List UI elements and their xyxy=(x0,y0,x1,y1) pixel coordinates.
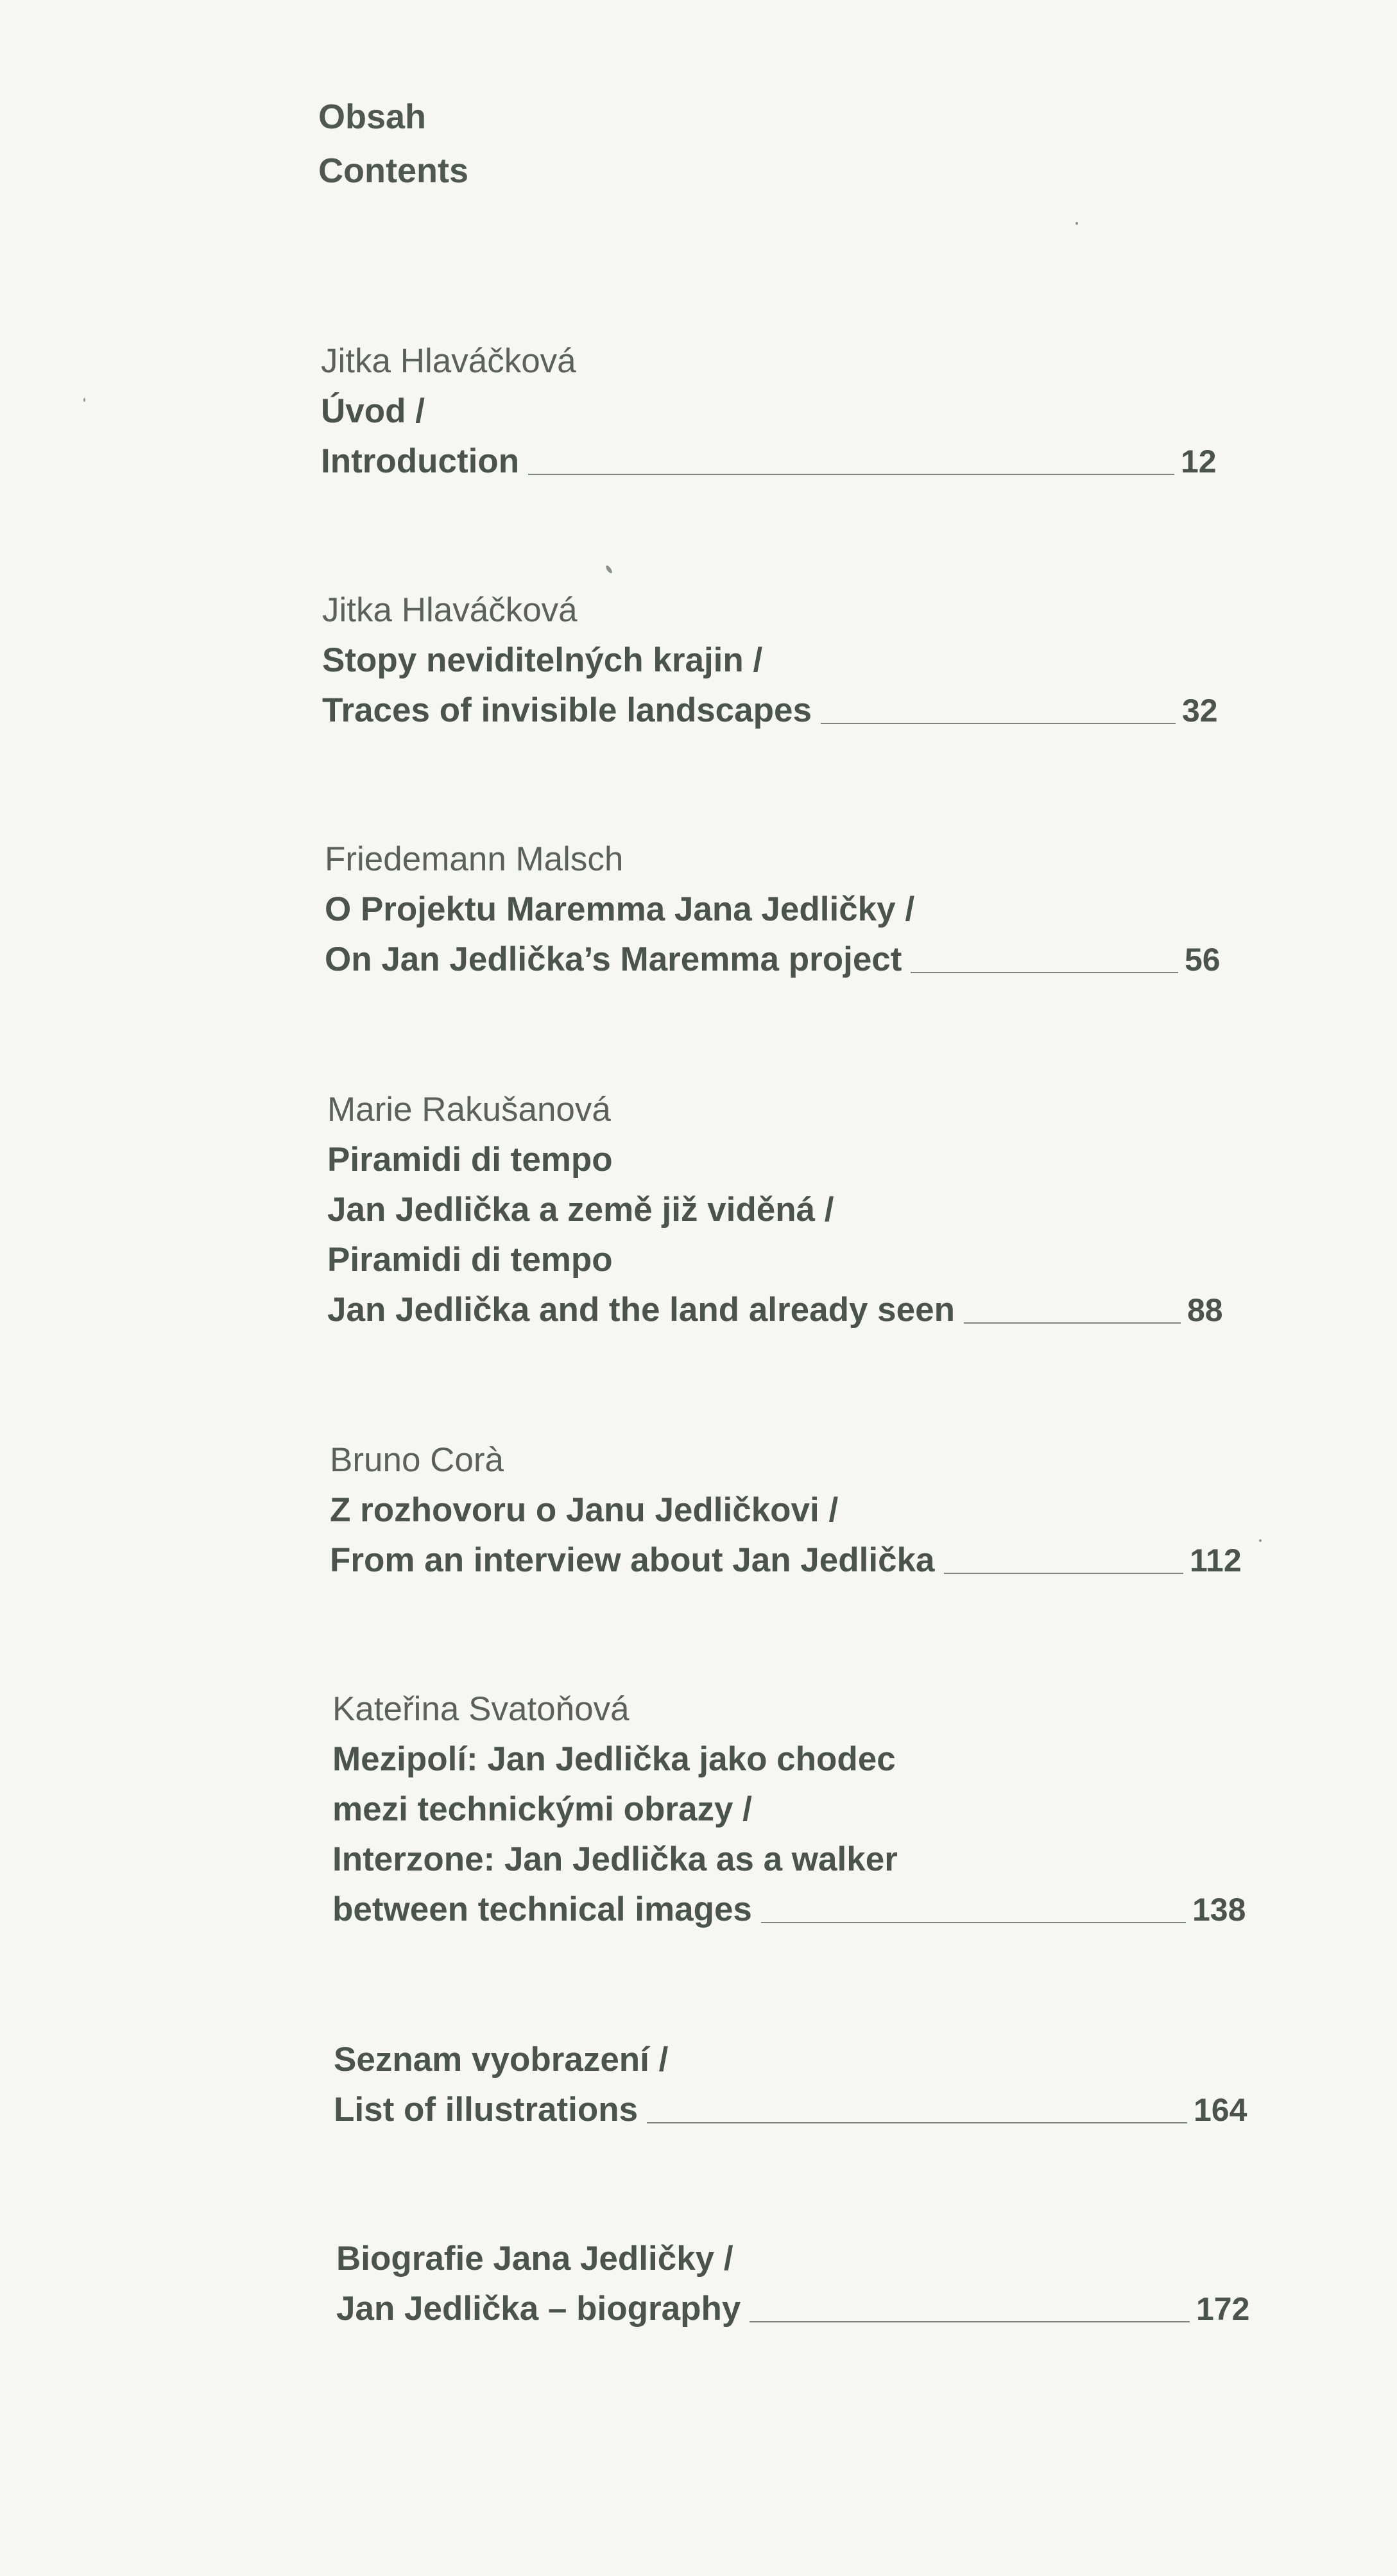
dotted-leader xyxy=(821,723,1176,724)
entry-author: Jitka Hlaváčková xyxy=(321,342,576,380)
entry-author: Friedemann Malsch xyxy=(325,840,624,878)
toc-entry-traces[interactable] xyxy=(322,585,1240,736)
entry-title-line: Interzone: Jan Jedlička as a walker xyxy=(332,1840,898,1878)
page-number: 164 xyxy=(1194,2092,1247,2128)
entry-title-english: On Jan Jedlička’s Maremma project xyxy=(325,940,902,978)
entry-title-line: Piramidi di tempo xyxy=(327,1141,613,1179)
entry-author: Jitka Hlaváčková xyxy=(322,591,578,629)
dotted-leader xyxy=(528,474,1174,475)
scan-speck xyxy=(83,398,85,402)
dotted-leader xyxy=(761,1922,1186,1923)
entry-title-czech: Seznam vyobrazení / xyxy=(334,2041,669,2079)
page-number: 56 xyxy=(1185,942,1221,978)
entry-author: Kateřina Svatoňová xyxy=(332,1690,630,1728)
dotted-leader xyxy=(911,972,1178,973)
entry-title-czech: Biografie Jana Jedličky / xyxy=(336,2240,733,2278)
scan-speck xyxy=(1076,222,1078,225)
heading-english: Contents xyxy=(318,151,468,190)
page-number: 32 xyxy=(1182,693,1218,729)
entry-title-english: List of illustrations xyxy=(334,2091,639,2129)
entry-title-line: Jan Jedlička a země již viděná / xyxy=(327,1191,834,1229)
entry-title-czech: Stopy neviditelných krajin / xyxy=(322,641,763,679)
dotted-leader xyxy=(964,1322,1181,1324)
toc-entry-maremma[interactable] xyxy=(325,834,1242,985)
entry-title-line: Mezipolí: Jan Jedlička jako chodec xyxy=(332,1740,896,1778)
page-number: 88 xyxy=(1187,1292,1223,1328)
dotted-leader xyxy=(647,2122,1187,2123)
page-number: 172 xyxy=(1196,2291,1250,2327)
entry-author: Marie Rakušanová xyxy=(327,1091,611,1128)
entry-title-english: Introduction xyxy=(321,442,520,480)
entry-title-czech: O Projektu Maremma Jana Jedličky / xyxy=(325,890,915,928)
page-number: 138 xyxy=(1192,1892,1246,1928)
scan-speck xyxy=(605,565,613,575)
contents-heading xyxy=(318,90,468,198)
toc-entry-introduction[interactable] xyxy=(321,336,1238,487)
entry-title-english: Traces of invisible landscapes xyxy=(322,691,812,729)
entry-title-english: Jan Jedlička – biography xyxy=(336,2290,741,2328)
dotted-leader xyxy=(750,2321,1190,2322)
heading-czech: Obsah xyxy=(318,98,427,136)
page-number: 12 xyxy=(1181,444,1217,480)
dotted-leader xyxy=(944,1573,1183,1574)
scan-speck xyxy=(1259,1539,1262,1542)
entry-title-line: Jan Jedlička and the land already seen xyxy=(327,1291,955,1329)
entry-author: Bruno Corà xyxy=(330,1441,504,1479)
toc-entry-interview[interactable] xyxy=(330,1435,1247,1586)
entry-title-czech: Z rozhovoru o Janu Jedličkovi / xyxy=(330,1491,839,1529)
toc-entry-biography[interactable] xyxy=(336,2234,1254,2334)
toc-entry-interzone[interactable] xyxy=(332,1684,1250,1935)
entry-title-english: From an interview about Jan Jedlička xyxy=(330,1541,935,1579)
entry-title-czech: Úvod / xyxy=(321,392,425,430)
entry-title-line: mezi technickými obrazy / xyxy=(332,1790,752,1828)
toc-entry-illustrations[interactable] xyxy=(334,2035,1251,2135)
toc-entry-piramidi[interactable] xyxy=(327,1085,1245,1335)
entry-title-line: between technical images xyxy=(332,1890,752,1928)
page-number: 112 xyxy=(1190,1543,1242,1578)
entry-title-line: Piramidi di tempo xyxy=(327,1241,613,1279)
